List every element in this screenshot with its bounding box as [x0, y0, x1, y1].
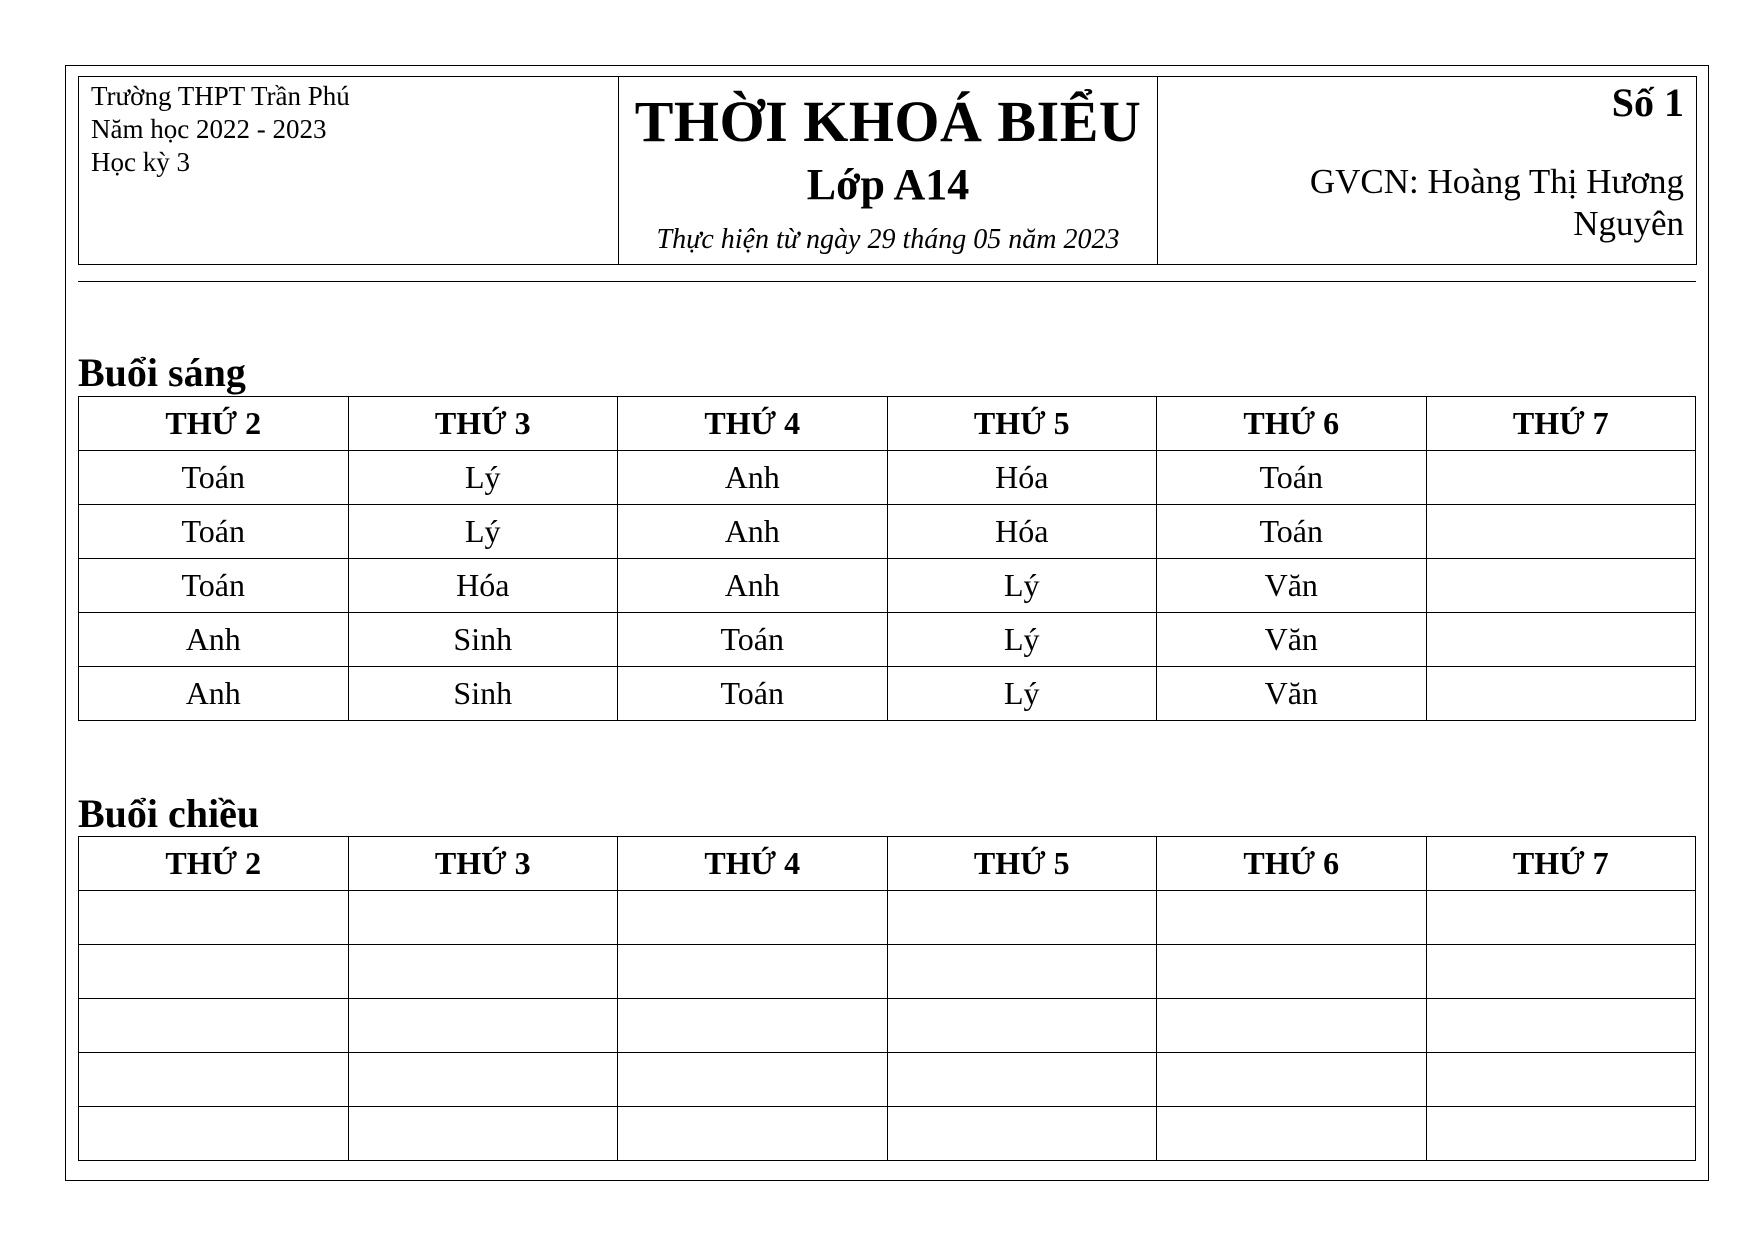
school-info	[79, 77, 619, 265]
subject-cell	[1426, 559, 1696, 613]
subject-cell: Anh	[618, 505, 888, 559]
subject-cell	[887, 945, 1157, 999]
subject-cell	[79, 1053, 349, 1107]
subject-cell	[887, 891, 1157, 945]
subject-cell	[348, 891, 618, 945]
subject-cell: Văn	[1157, 559, 1427, 613]
subject-cell: Lý	[887, 559, 1157, 613]
subject-cell: Sinh	[348, 667, 618, 721]
subject-cell	[618, 999, 888, 1053]
table-row	[79, 1053, 1696, 1107]
day-header: THỨ 3	[348, 397, 618, 451]
subject-cell	[79, 945, 349, 999]
title-cell	[619, 77, 1158, 265]
subject-cell	[1157, 891, 1427, 945]
subject-cell: Toán	[618, 613, 888, 667]
subject-cell	[1426, 451, 1696, 505]
subject-cell: Toán	[1157, 505, 1427, 559]
school-year: Năm học 2022 - 2023	[91, 114, 327, 144]
subject-cell: Anh	[79, 667, 349, 721]
day-header: THỨ 5	[887, 397, 1157, 451]
day-header: THỨ 6	[1157, 837, 1427, 891]
subject-cell	[348, 1053, 618, 1107]
table-row	[79, 1107, 1696, 1161]
subject-cell	[618, 1053, 888, 1107]
subject-cell: Anh	[79, 613, 349, 667]
day-header: THỨ 4	[618, 397, 888, 451]
afternoon-title: Buổi chiều	[78, 791, 260, 836]
page-title: THỜI KHOÁ BIỂU	[634, 89, 1142, 154]
subject-cell: Toán	[79, 505, 349, 559]
afternoon-table	[78, 836, 1696, 1161]
subject-cell	[79, 891, 349, 945]
day-header: THỨ 6	[1157, 397, 1427, 451]
subject-cell: Toán	[79, 451, 349, 505]
day-header: THỨ 5	[887, 837, 1157, 891]
subject-cell	[887, 1107, 1157, 1161]
subject-cell	[348, 1107, 618, 1161]
number-teacher-cell	[1158, 77, 1697, 265]
subject-cell: Toán	[618, 667, 888, 721]
subject-cell	[1426, 613, 1696, 667]
subject-cell	[79, 999, 349, 1053]
subject-cell: Lý	[348, 505, 618, 559]
subject-cell	[1426, 891, 1696, 945]
subject-cell	[1426, 999, 1696, 1053]
subject-cell: Văn	[1157, 613, 1427, 667]
subject-cell	[1426, 945, 1696, 999]
morning-title: Buổi sáng	[78, 350, 246, 395]
subject-cell	[887, 1053, 1157, 1107]
subject-cell	[1157, 945, 1427, 999]
subject-cell	[348, 999, 618, 1053]
subject-cell: Lý	[887, 613, 1157, 667]
subject-cell	[887, 999, 1157, 1053]
subject-cell	[1157, 1107, 1427, 1161]
subject-cell	[1157, 1053, 1427, 1107]
table-row	[79, 945, 1696, 999]
header-divider	[78, 281, 1696, 282]
subject-cell: Lý	[887, 667, 1157, 721]
subject-cell: Sinh	[348, 613, 618, 667]
semester: Học kỳ 3	[91, 147, 190, 177]
schedule-number: Số 1	[1611, 80, 1684, 125]
subject-cell: Anh	[618, 559, 888, 613]
subject-cell: Hóa	[348, 559, 618, 613]
subject-cell	[618, 945, 888, 999]
table-row	[79, 891, 1696, 945]
subject-cell	[1426, 667, 1696, 721]
day-header: THỨ 2	[79, 397, 349, 451]
school-name: Trường THPT Trần Phú	[91, 81, 350, 111]
subject-cell: Hóa	[887, 451, 1157, 505]
teacher-line-2: Nguyên	[1573, 204, 1684, 243]
day-header: THỨ 4	[618, 837, 888, 891]
homeroom-teacher	[1158, 161, 1684, 245]
subject-cell: Lý	[348, 451, 618, 505]
table-row	[79, 451, 1696, 505]
morning-header-row	[79, 397, 1696, 451]
subject-cell	[618, 891, 888, 945]
table-row	[79, 613, 1696, 667]
header-table	[78, 76, 1697, 265]
class-name: Lớp A14	[806, 160, 970, 209]
subject-cell	[1426, 1107, 1696, 1161]
subject-cell: Toán	[79, 559, 349, 613]
table-row	[79, 999, 1696, 1053]
morning-table	[78, 396, 1696, 721]
subject-cell	[1157, 999, 1427, 1053]
table-row	[79, 667, 1696, 721]
day-header: THỨ 3	[348, 837, 618, 891]
afternoon-header-row	[79, 837, 1696, 891]
table-row	[79, 559, 1696, 613]
subject-cell	[1426, 1053, 1696, 1107]
day-header: THỨ 7	[1426, 397, 1696, 451]
subject-cell: Hóa	[887, 505, 1157, 559]
subject-cell	[79, 1107, 349, 1161]
effective-date: Thực hiện từ ngày 29 tháng 05 năm 2023	[656, 224, 1120, 255]
subject-cell	[348, 945, 618, 999]
subject-cell: Toán	[1157, 451, 1427, 505]
day-header: THỨ 2	[79, 837, 349, 891]
teacher-line-1: GVCN: Hoàng Thị Hương	[1309, 162, 1684, 201]
subject-cell: Anh	[618, 451, 888, 505]
table-row	[79, 505, 1696, 559]
subject-cell	[618, 1107, 888, 1161]
day-header: THỨ 7	[1426, 837, 1696, 891]
subject-cell: Văn	[1157, 667, 1427, 721]
subject-cell	[1426, 505, 1696, 559]
